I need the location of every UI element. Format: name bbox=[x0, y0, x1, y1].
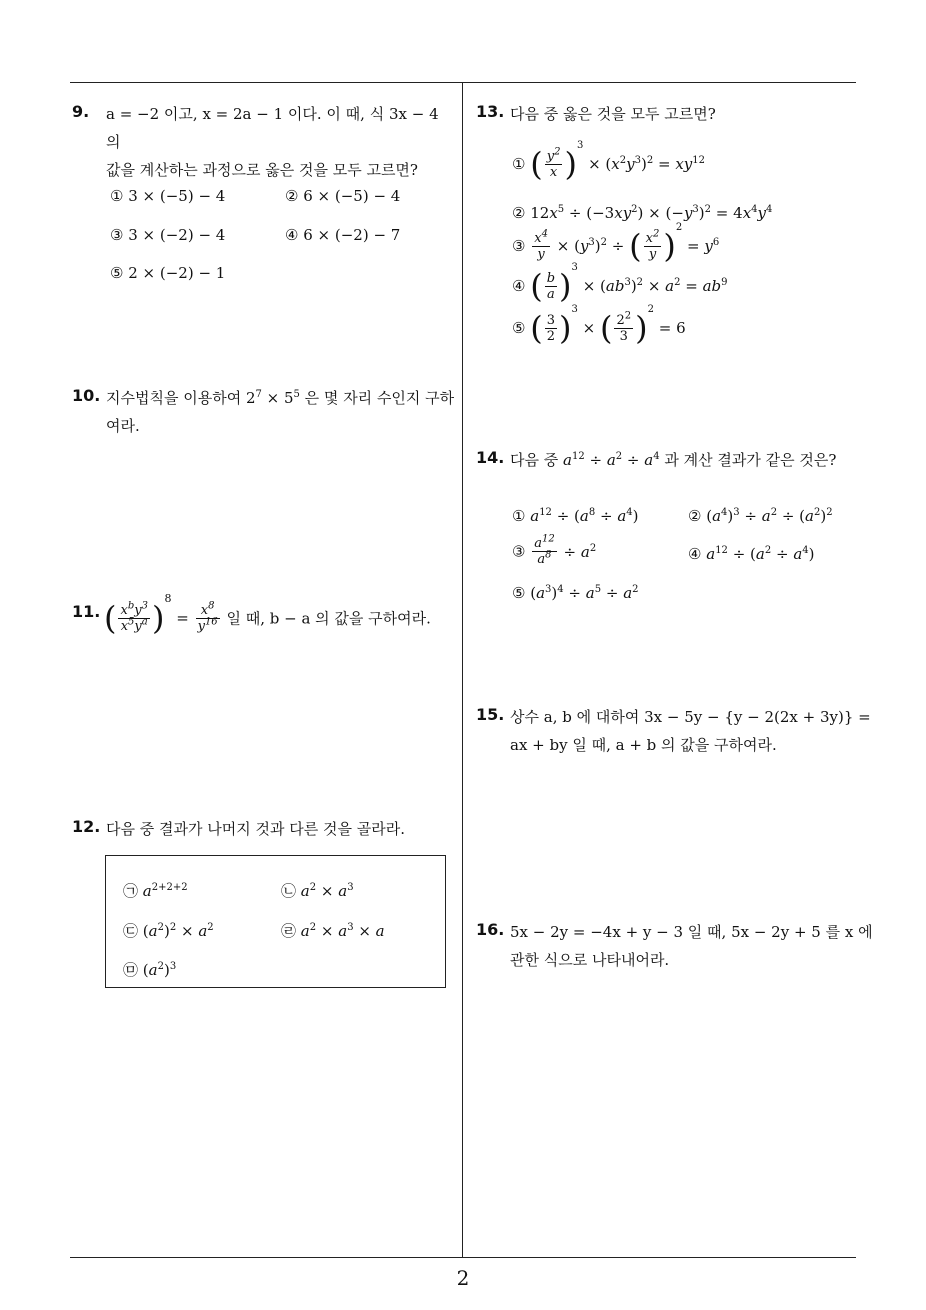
q12-choice-3: ㉢ $(a^2)^2 \times a^2$ bbox=[123, 922, 214, 940]
question-text-line2: 관한 식으로 나타내어라. bbox=[510, 951, 670, 969]
q13-option-5: ⑤ ( $\frac{3}{2}$ )$^3$ × ( $\frac{2^2}{3}$ )$^2$ = 6 bbox=[512, 304, 686, 347]
q12-choice-box bbox=[105, 855, 446, 988]
q9-option-4: ④ 6 × (−2) − 7 bbox=[285, 226, 401, 244]
question-14 bbox=[476, 446, 861, 474]
question-number: 15. bbox=[476, 705, 505, 724]
q14-option-2: ② $(a^4)^3 \div a^2 \div (a^2)^2$ bbox=[688, 507, 833, 525]
question-number: 10. bbox=[72, 386, 101, 405]
question-number: 9. bbox=[72, 102, 90, 121]
q9-option-2: ② 6 × (−5) − 4 bbox=[285, 187, 401, 205]
q14-option-3: ③ $\frac{a^{12}}{a^8}$ ÷ $a^2$ bbox=[512, 533, 597, 567]
question-text-line1: 5x − 2y = −4x + y − 3 일 때, 5x − 2y + 5 를 x 에 bbox=[510, 923, 873, 941]
page-number: 2 bbox=[456, 1266, 470, 1290]
question-13 bbox=[476, 100, 861, 128]
q14-option-5: ⑤ $(a^3)^4 \div a^5 \div a^2$ bbox=[512, 584, 639, 602]
question-text-line1: 상수 a, b 에 대하여 3x − 5y − {y − 2(2x + 3y)} = bbox=[510, 708, 871, 726]
q9-option-5: ⑤ 2 × (−2) − 1 bbox=[110, 264, 226, 282]
question-text: 다음 중 $a^{12} \div a^2 \div a^4$ 과 계산 결과가 같은 것은? bbox=[510, 451, 837, 469]
q14-option-4: ④ $a^{12} \div (a^2 \div a^4)$ bbox=[688, 545, 815, 563]
column-divider bbox=[462, 83, 463, 1258]
q9-option-1: ① 3 × (−5) − 4 bbox=[110, 187, 226, 205]
q11-tail: 일 때, b − a 의 값을 구하여라. bbox=[226, 609, 431, 628]
question-text-line2: ax + by 일 때, a + b 의 값을 구하여라. bbox=[510, 736, 777, 754]
question-text: 다음 중 결과가 나머지 것과 다른 것을 골라라. bbox=[106, 820, 405, 838]
top-rule bbox=[70, 82, 856, 83]
question-text-line1: 지수법칙을 이용하여 $2^7 \times 5^5$ 은 몇 자리 수인지 구하 bbox=[106, 389, 455, 407]
bottom-rule bbox=[70, 1257, 856, 1258]
q12-choice-4: ㉣ $a^2 \times a^3 \times a$ bbox=[281, 922, 385, 940]
question-text-line1: a = −2 이고, x = 2a − 1 이다. 이 때, 식 3x − 4 의 bbox=[106, 105, 439, 151]
question-number: 12. bbox=[72, 817, 101, 836]
question-10 bbox=[72, 384, 457, 440]
q13-option-3: ③ $\frac{x^4}{y}$ × $(y^3)^2$ ÷ ( $\frac{x^2}{y}$ )$^2 = y^6$ bbox=[512, 222, 720, 265]
question-number: 16. bbox=[476, 920, 505, 939]
q12-choice-2: ㉡ $a^2 \times a^3$ bbox=[281, 882, 354, 900]
question-12 bbox=[72, 815, 457, 843]
question-number: 11. bbox=[72, 602, 101, 621]
question-15 bbox=[476, 703, 871, 759]
question-number: 13. bbox=[476, 102, 505, 121]
q13-option-1: ① ( $\frac{y^2}{x}$ )$^3 \times (x^2y^3)^2 = xy^{12}$ bbox=[512, 140, 706, 183]
q13-option-4: ④ ( $\frac{b}{a}$ )$^3 \times (ab^3)^2 \times a^2 = ab^9$ bbox=[512, 262, 728, 305]
question-text-line2: 값을 계산하는 과정으로 옳은 것을 모두 고르면? bbox=[106, 161, 418, 179]
q9-option-3: ③ 3 × (−2) − 4 bbox=[110, 226, 226, 244]
question-16 bbox=[476, 918, 873, 974]
q11-equation: ( $\frac{x^by^3}{x^5y^a}$ )$^8$ = $\frac{x^8}{y^{16}}$ 일 때, b − a 의 값을 구하여라. bbox=[104, 592, 431, 637]
q13-option-2: ② $12x^5 \div (-3xy^2) \times (-y^3)^2 = 4x^4y^4$ bbox=[512, 204, 773, 222]
q14-option-1: ① $a^{12} \div (a^8 \div a^4)$ bbox=[512, 507, 639, 525]
question-text-line2: 여라. bbox=[106, 417, 140, 435]
question-9 bbox=[72, 100, 457, 184]
question-number: 14. bbox=[476, 448, 505, 467]
q12-choice-5: ㉤ $(a^2)^3$ bbox=[123, 961, 177, 979]
q12-choice-1: ㉠ $a^{2+2+2}$ bbox=[123, 882, 188, 900]
question-text: 다음 중 옳은 것을 모두 고르면? bbox=[510, 105, 716, 123]
